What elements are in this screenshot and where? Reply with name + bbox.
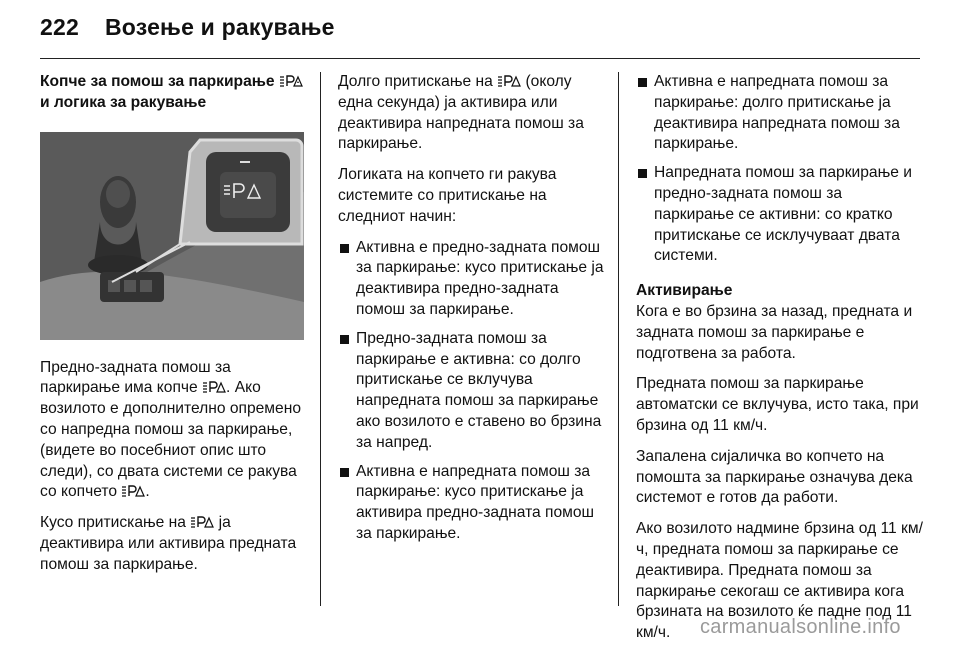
page-header: [40, 14, 335, 41]
park-assist-icon: [121, 484, 145, 498]
paragraph: Ако возилото надмине брзина од 11 км/ч, предната помош за паркирање се деактивира. Предната помош за паркирање секогаш се активира кога брзината на возилото ќе падне под 11 км/ч.: [636, 520, 923, 642]
column-divider: [320, 72, 321, 606]
paragraph: Долго притискање на (околу една секунда) ја активира или деактивира напредната помош за паркирање.: [338, 73, 584, 153]
watermark: carmanualsonline.info: [700, 616, 901, 638]
paragraph: Кусо притискање на ја деактивира или активира предната помош за паркирање.: [40, 514, 297, 573]
list-item: Предно-задната помош за паркирање е активна: со долго притискање се вклучува напредната помош за паркирање ако возилото е ставено во брзина за напред.: [338, 329, 606, 454]
section-heading: [40, 72, 306, 114]
page-title: Возење и ракување: [104, 14, 335, 40]
list-item: Напредната помош за паркирање и предно-задната помош за паркирање се активни: со кратко притискање се исклучуваат двата системи.: [636, 163, 926, 267]
console-button-photo: [40, 132, 304, 340]
list-item: Активна е напредната помош за паркирање: кусо притискање ја активира предно-задната помош за паркирање.: [338, 462, 606, 545]
paragraph: Предната помош за паркирање автоматски се вклучува, исто така, при брзина од 11 км/ч.: [636, 375, 919, 434]
list-item: Активна е напредната помош за паркирање: долго притискање ја деактивира напредната помош за паркирање.: [636, 72, 926, 155]
paragraph: Логиката на копчето ги ракува системите со притискање на следниот начин:: [338, 166, 557, 225]
park-assist-icon: [497, 74, 521, 88]
column-2: [338, 72, 606, 555]
bullet-list: [636, 72, 926, 267]
paragraph: Предно-задната помош за паркирање има копче . Ако возилото е дополнително опремено со напредна помош за паркирање, (видете во посебниот опис што следи), со двата системи се ракува со копчето .: [40, 358, 301, 501]
section-heading: Активирање: [636, 282, 733, 300]
heading-line: и логика за ракување: [40, 93, 207, 111]
paragraph: Кога е во брзина за назад, предната и задната помош за паркирање е подготвена за работа.: [636, 302, 913, 362]
park-assist-icon: [190, 515, 214, 529]
park-assist-icon: [202, 380, 226, 394]
page-number: 222: [40, 14, 79, 40]
header-rule: [40, 58, 920, 59]
bullet-list: [338, 238, 606, 545]
park-assist-icon: [279, 74, 303, 88]
column-3: [636, 72, 926, 654]
column-divider: [618, 72, 619, 606]
paragraph: Запалена сијаличка во копчето на помошта за паркирање означува дека системот е готов да работи.: [636, 447, 913, 507]
list-item: Активна е предно-задната помош за паркирање: кусо притискање ја деактивира предно-задната помош за паркирање.: [338, 238, 606, 321]
column-1: [40, 72, 306, 586]
heading-line: Копче за помош за паркирање: [40, 73, 275, 90]
